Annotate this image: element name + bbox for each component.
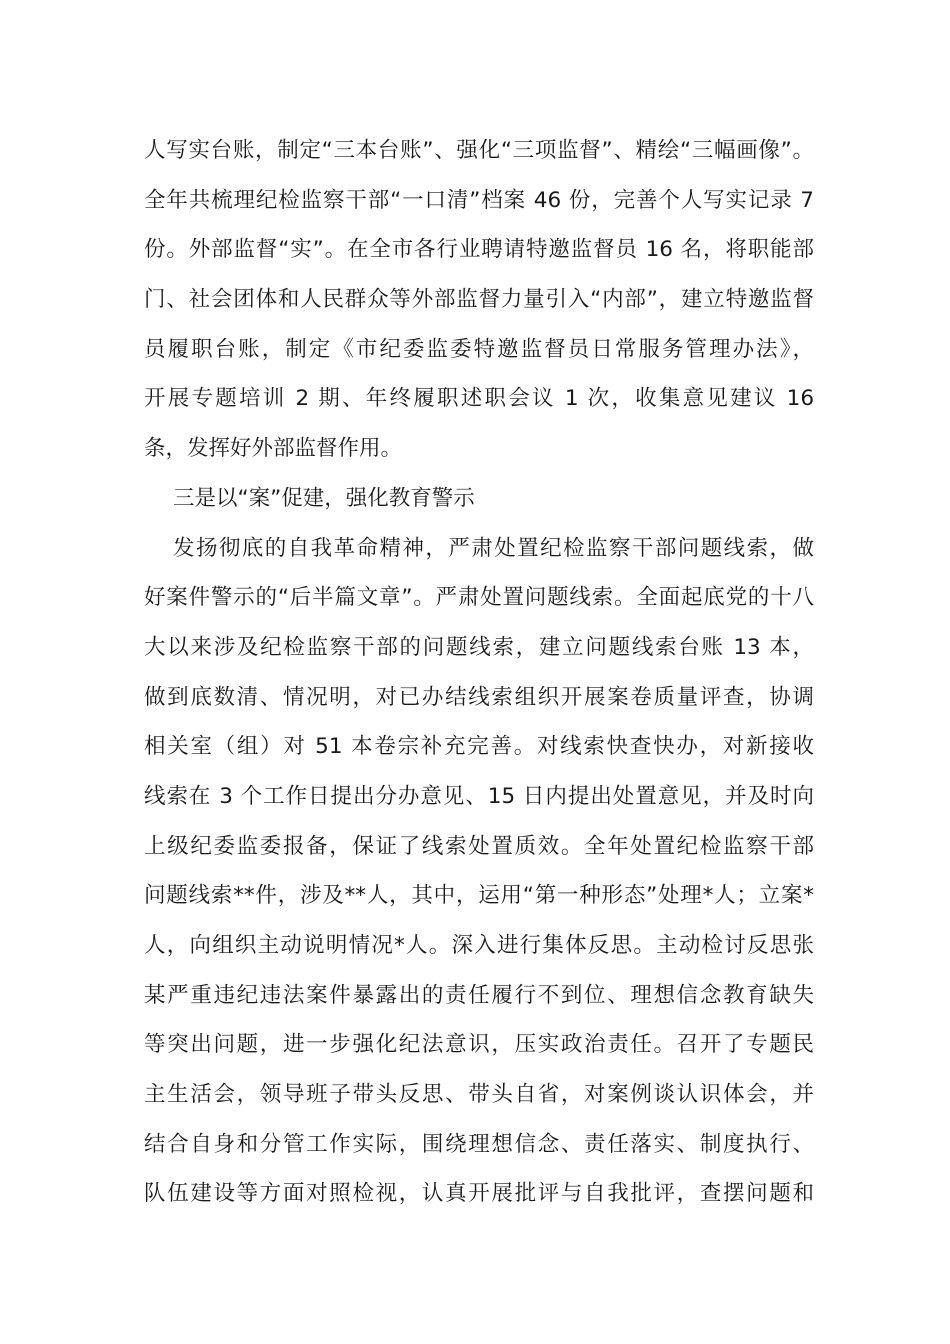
text-line: 上级纪委监委报备，保证了线索处置质效。全年处置纪检监察干部 — [144, 833, 814, 859]
text-line: 全年共梳理纪检监察干部“一口清”档案 46 份，完善个人写实记录 7 — [144, 187, 814, 213]
text-line: 队伍建设等方面对照检视，认真开展批评与自我批评，查摆问题和 — [144, 1181, 814, 1207]
text-line: 门、社会团体和人民群众等外部监督力量引入“内部”，建立特邀监督 — [144, 287, 814, 313]
text-line: 问题线索**件，涉及**人，其中，运用“第一种形态”处理*人；立案* — [144, 883, 814, 909]
text-line: 好案件警示的“后半篇文章”。严肃处置问题线索。全面起底党的十八 — [144, 585, 814, 611]
text-line: 人，向组织主动说明情况*人。深入进行集体反思。主动检讨反思张 — [144, 933, 814, 958]
text-line: 主生活会，领导班子带头反思、带头自省，对案例谈认识体会，并 — [144, 1082, 814, 1108]
text-line: 线索在 3 个工作日提出分办意见、15 日内提出处置意见，并及时向 — [144, 783, 814, 809]
text-line: 某严重违纪违法案件暴露出的责任履行不到位、理想信念教育缺失 — [144, 982, 814, 1008]
text-line: 大以来涉及纪检监察干部的问题线索，建立问题线索台账 13 本， — [144, 634, 814, 660]
text-line: 等突出问题，进一步强化纪法意识，压实政治责任。召开了专题民 — [144, 1032, 814, 1058]
document-body — [144, 126, 814, 1219]
text-line: 做到底数清、情况明，对已办结线索组织开展案卷质量评查，协调 — [144, 684, 814, 710]
text-line: 份。外部监督“实”。在全市各行业聘请特邀监督员 16 名，将职能部 — [144, 237, 814, 263]
text-line: 结合自身和分管工作实际，围绕理想信念、责任落实、制度执行、 — [144, 1131, 814, 1157]
text-line: 员履职台账，制定《市纪委监委特邀监督员日常服务管理办法》， — [144, 336, 814, 362]
text-line: 开展专题培训 2 期、年终履职述职会议 1 次，收集意见建议 16 — [144, 386, 814, 412]
text-line: 三是以“案”促建，强化教育警示 — [173, 485, 475, 511]
text-line: 相关室（组）对 51 本卷宗补充完善。对线索快查快办，对新接收 — [144, 734, 814, 760]
text-line: 条，发挥好外部监督作用。 — [144, 436, 403, 462]
text-line: 人写实台账，制定“三本台账”、强化“三项监督”、精绘“三幅画像”。 — [144, 138, 814, 163]
text-line: 发扬彻底的自我革命精神，严肃处置纪检监察干部问题线索，做 — [173, 535, 814, 561]
